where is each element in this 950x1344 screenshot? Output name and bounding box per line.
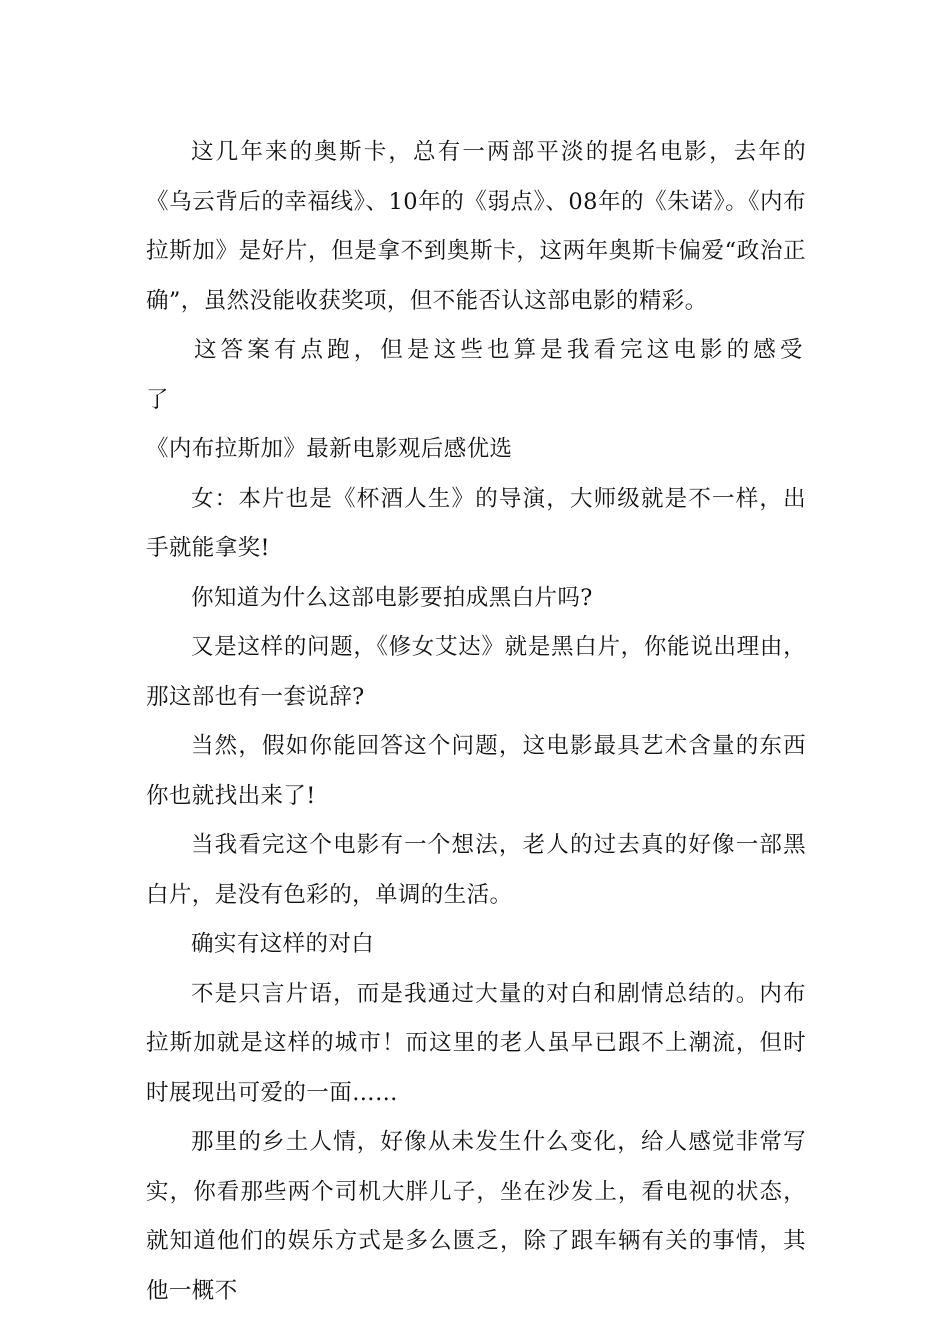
paragraph-director: 女：本片也是《杯酒人生》的导演，大师级就是不一样，出手就能拿奖! (146, 485, 806, 561)
paragraph-local-life: 那里的乡土人情，好像从未发生什么变化，给人感觉非常写实，你看那些两个司机大胖儿子，坐在沙发上，看电视的状态，就知道他们的娱乐方式是多么匮乏，除了跟车辆有关的事情，其他一概不 (146, 1129, 806, 1304)
body-text (146, 128, 806, 1316)
paragraph-ida: 又是这样的问题，《修女艾达》就是黑白片，你能说出理由，那这部也有一套说辞? (146, 634, 806, 710)
paragraph-idea: 当我看完这个电影有一个想法，老人的过去真的好像一部黑白片，是没有色彩的，单调的生活。 (146, 832, 806, 908)
paragraph-oscar-intro: 这几年来的奥斯卡，总有一两部平淡的提名电影，去年的《乌云背后的幸福线》、10年的《弱点》、08年的《朱诺》。《内布拉斯加》是好片，但是拿不到奥斯卡，这两年奥斯卡偏爱“政治正确”，虽然没能收获奖项，但不能否认这部电影的精彩。 (146, 139, 806, 314)
paragraph-answer: 当然，假如你能回答这个问题，这电影最具艺术含量的东西你也就找出来了! (146, 733, 806, 809)
paragraph-heading-title: 《内布拉斯加》最新电影观后感优选 (146, 436, 513, 462)
paragraph-dialogue: 确实有这样的对白 (191, 931, 375, 957)
paragraph-answer-note: 这答案有点跑，但是这些也算是我看完这电影的感受了 (146, 337, 806, 413)
paragraph-question: 你知道为什么这部电影要拍成黑白片吗? (191, 584, 593, 611)
paragraph-city: 不是只言片语，而是我通过大量的对白和剧情总结的。内布拉斯加就是这样的城市！而这里的老人虽早已跟不上潮流，但时时展现出可爱的一面…… (146, 980, 806, 1106)
